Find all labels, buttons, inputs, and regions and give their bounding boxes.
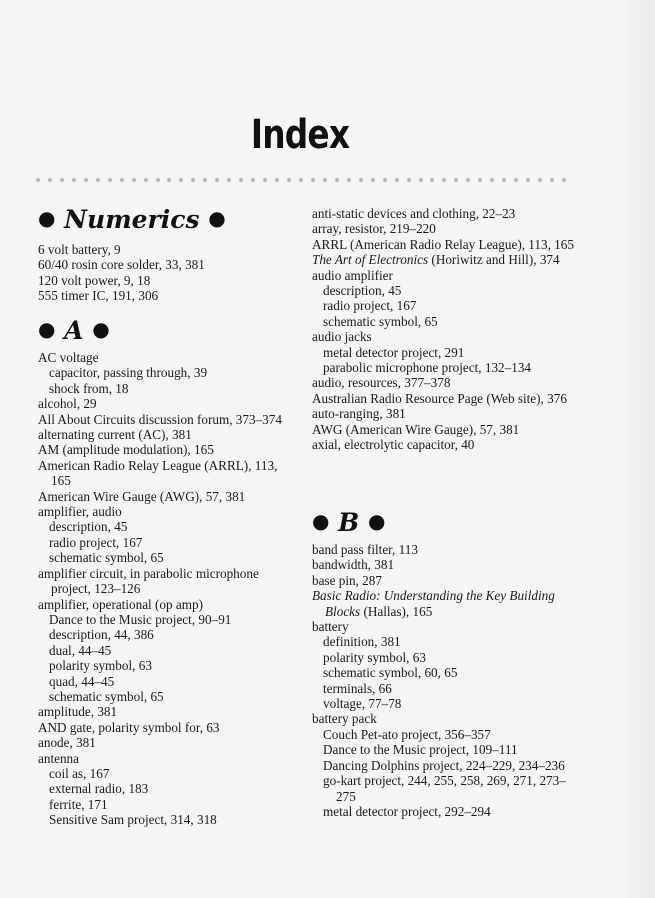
index-subentry [38,674,296,689]
divider-dot [454,178,458,182]
index-subentry [38,519,296,534]
index-subentry [312,298,582,313]
divider-dot [275,178,279,182]
divider-dot [359,178,363,182]
index-entry-text: AWG (American Wire Gauge), 57, 381 [312,421,520,437]
index-entry-text: schematic symbol, 65 [49,688,164,704]
divider-dot [514,178,518,182]
index-entry [312,437,582,452]
divider-dot [215,178,219,182]
index-entry [38,489,296,504]
index-entry [312,619,582,634]
index-subentry [38,812,296,827]
index-entry [38,350,296,365]
index-entry [312,391,582,406]
index-entry-text: audio jacks [312,329,372,345]
divider-dot [490,178,494,182]
divider-dot [203,178,207,182]
index-subentry [38,658,296,673]
index-entry-text: anti-static devices and clothing, 22–23 [312,206,516,221]
index-entry-reference: (Horiwitz and Hill), 374 [428,252,560,268]
divider-dot [179,178,183,182]
divider-dot [526,178,530,182]
divider-dot [395,178,399,182]
index-entry-text: 60/40 rosin core solder, 33, 381 [38,257,205,273]
index-entry-text: All About Circuits discussion forum, 373–374 [38,411,282,427]
index-entry [312,329,582,344]
index-entry [38,396,296,411]
index-entry-text: amplifier, operational (op amp) [38,596,203,612]
index-entry-text: American Wire Gauge (AWG), 57, 381 [38,488,246,504]
index-subentry [312,634,582,649]
divider-dot [36,178,40,182]
dotted-divider [36,176,566,184]
numerics-entry-list [38,242,296,304]
index-entry-text: 6 volt battery, 9 [38,242,121,257]
index-entry-text: polarity symbol, 63 [49,658,152,674]
index-subentry [312,345,582,360]
index-entry-text: ARRL (American Radio Relay League), 113, 165 [312,236,574,252]
index-entry [38,442,296,457]
divider-dot [538,178,542,182]
index-entry-text: metal detector project, 292–294 [323,803,491,819]
divider-dot [132,178,136,182]
divider-dot [72,178,76,182]
divider-dot [335,178,339,182]
index-entry-text: parabolic microphone project, 132–134 [323,360,532,376]
divider-dot [562,178,566,182]
index-entry [312,422,582,437]
index-entry [38,704,296,719]
index-entry [38,427,296,442]
index-subentry [38,781,296,796]
index-entry-text: Sensitive Sam project, 314, 318 [49,812,217,828]
index-entry [38,458,296,489]
divider-dot [478,178,482,182]
index-entry [38,273,296,288]
index-subentry [312,665,582,680]
index-entry-text: base pin, 287 [312,572,382,588]
divider-dot [167,178,171,182]
index-entry-text: shock from, 18 [49,380,129,396]
index-entry-text: 555 timer IC, 191, 306 [38,288,159,304]
index-entry-text: band pass filter, 113 [312,542,418,557]
index-entry-text: external radio, 183 [49,781,149,797]
divider-dot [191,178,195,182]
divider-dot [442,178,446,182]
index-entry-text: axial, electrolytic capacitor, 40 [312,437,475,453]
divider-dot [347,178,351,182]
index-entry-text: capacitor, passing through, 39 [49,365,208,381]
index-entry-text: Basic Radio: Understanding the Key Building Blocks [312,588,555,619]
index-entry [38,751,296,766]
divider-dot [108,178,112,182]
index-subentry [38,627,296,642]
index-entry-text: antenna [38,750,80,766]
index-subentry [312,758,582,773]
index-entry [38,257,296,272]
index-entry-text: terminals, 66 [323,680,392,696]
divider-dot [48,178,52,182]
index-entry-text: Dancing Dolphins project, 224–229, 234–236 [323,757,565,773]
index-entry [312,268,582,283]
index-subentry [312,650,582,665]
divider-dot [251,178,255,182]
b-entry-list [312,542,582,819]
index-entry-text: metal detector project, 291 [323,344,465,360]
divider-dot [287,178,291,182]
index-entry-text: description, 45 [323,283,402,299]
index-entry-text: radio project, 167 [49,534,143,550]
divider-dot [120,178,124,182]
index-subentry [312,314,582,329]
index-entry-text: battery [312,619,349,635]
index-entry-text: schematic symbol, 65 [49,550,164,566]
index-entry-text: voltage, 77–78 [323,696,402,712]
index-entry [312,221,582,236]
index-entry-text: battery pack [312,711,377,727]
section-heading-numerics: ● Numerics ● [38,205,226,234]
section-heading-a: ● A ● [38,316,110,345]
index-entry-text: Australian Radio Resource Page (Web site), 376 [312,390,567,406]
index-entry [312,406,582,421]
index-entry [38,566,296,597]
section-heading-b-label: B [338,508,360,537]
divider-dot [156,178,160,182]
index-entry [312,206,582,221]
index-entry [38,504,296,519]
index-subentry [312,696,582,711]
index-entry-text: radio project, 167 [323,298,417,314]
index-entry-text: AM (amplitude modulation), 165 [38,442,214,458]
index-entry [312,375,582,390]
index-subentry [38,643,296,658]
index-subentry [312,283,582,298]
divider-dot [96,178,100,182]
index-entry-text: Dance to the Music project, 109–111 [323,742,518,758]
index-entry-text: bandwidth, 381 [312,557,395,573]
divider-dot [407,178,411,182]
index-entry [312,588,582,619]
section-heading-numerics-label: Numerics [64,205,200,234]
index-entry [38,288,296,303]
index-entry-text: schematic symbol, 60, 65 [323,665,458,681]
index-entry-text: quad, 44–45 [49,673,115,689]
index-entry [38,597,296,612]
section-heading-b: ● B ● [312,508,386,537]
index-entry-text: amplitude, 381 [38,704,118,720]
index-entry-text: alternating current (AC), 381 [38,427,192,443]
index-entry-text: polarity symbol, 63 [323,649,426,665]
index-entry-text: amplifier, audio [38,504,122,520]
index-subentry [38,365,296,380]
index-entry-reference: (Hallas), 165 [360,603,433,619]
divider-dot [371,178,375,182]
index-entry [38,720,296,735]
index-entry-text: anode, 381 [38,735,96,751]
divider-dot [299,178,303,182]
index-entry-text: American Radio Relay League (ARRL), 113, 165 [38,457,278,489]
index-entry [312,542,582,557]
index-subentry [312,681,582,696]
divider-dot [144,178,148,182]
divider-dot [323,178,327,182]
divider-dot [263,178,267,182]
index-subentry [38,381,296,396]
index-subentry [38,535,296,550]
divider-dot [84,178,88,182]
index-entry-text: auto-ranging, 381 [312,406,406,422]
index-entry [38,735,296,750]
index-entry [312,237,582,252]
index-entry-text: Dance to the Music project, 90–91 [49,611,232,627]
divider-dot [60,178,64,182]
index-subentry [38,797,296,812]
index-entry-text: audio amplifier [312,267,393,283]
index-subentry [38,766,296,781]
divider-dot [383,178,387,182]
page-spine-shadow [617,0,655,898]
index-entry-text: audio, resources, 377–378 [312,375,451,391]
index-entry [312,573,582,588]
index-entry-text: 120 volt power, 9, 18 [38,272,151,288]
index-entry [38,412,296,427]
index-subentry [38,612,296,627]
index-entry-text: AC voltage [38,350,99,365]
index-entry-text: dual, 44–45 [49,642,112,658]
index-entry [38,242,296,257]
a-entry-list [38,350,296,828]
index-subentry [312,804,582,819]
index-subentry [312,360,582,375]
index-entry-text: ferrite, 171 [49,796,108,812]
index-entry-text: description, 45 [49,519,128,535]
index-entry [312,557,582,572]
divider-dot [239,178,243,182]
index-entry-text: alcohol, 29 [38,396,97,412]
index-subentry [38,689,296,704]
page-title: Index [250,112,350,158]
divider-dot [550,178,554,182]
divider-dot [502,178,506,182]
divider-dot [419,178,423,182]
index-entry-text: go-kart project, 244, 255, 258, 269, 271, 273–275 [323,773,566,804]
index-entry-text: definition, 381 [323,634,401,650]
index-entry-text: amplifier circuit, in parabolic microphone project, 123–126 [38,565,259,597]
index-subentry [38,550,296,565]
index-entry-text: Couch Pet-ato project, 356–357 [323,726,491,742]
divider-dot [466,178,470,182]
index-entry-text: The Art of Electronics [312,252,429,268]
index-entry-text: AND gate, polarity symbol for, 63 [38,719,220,735]
index-entry-text: array, resistor, 219–220 [312,221,436,237]
index-subentry [312,742,582,757]
section-heading-a-label: A [64,316,84,345]
divider-dot [311,178,315,182]
divider-dot [430,178,434,182]
index-entry-text: coil as, 167 [49,765,110,781]
index-subentry [312,773,582,804]
a-continued-entry-list [312,206,582,453]
index-entry [312,711,582,726]
index-entry-text: schematic symbol, 65 [323,313,438,329]
index-entry [312,252,582,267]
divider-dot [227,178,231,182]
index-subentry [312,727,582,742]
index-entry-text: description, 44, 386 [49,627,154,643]
